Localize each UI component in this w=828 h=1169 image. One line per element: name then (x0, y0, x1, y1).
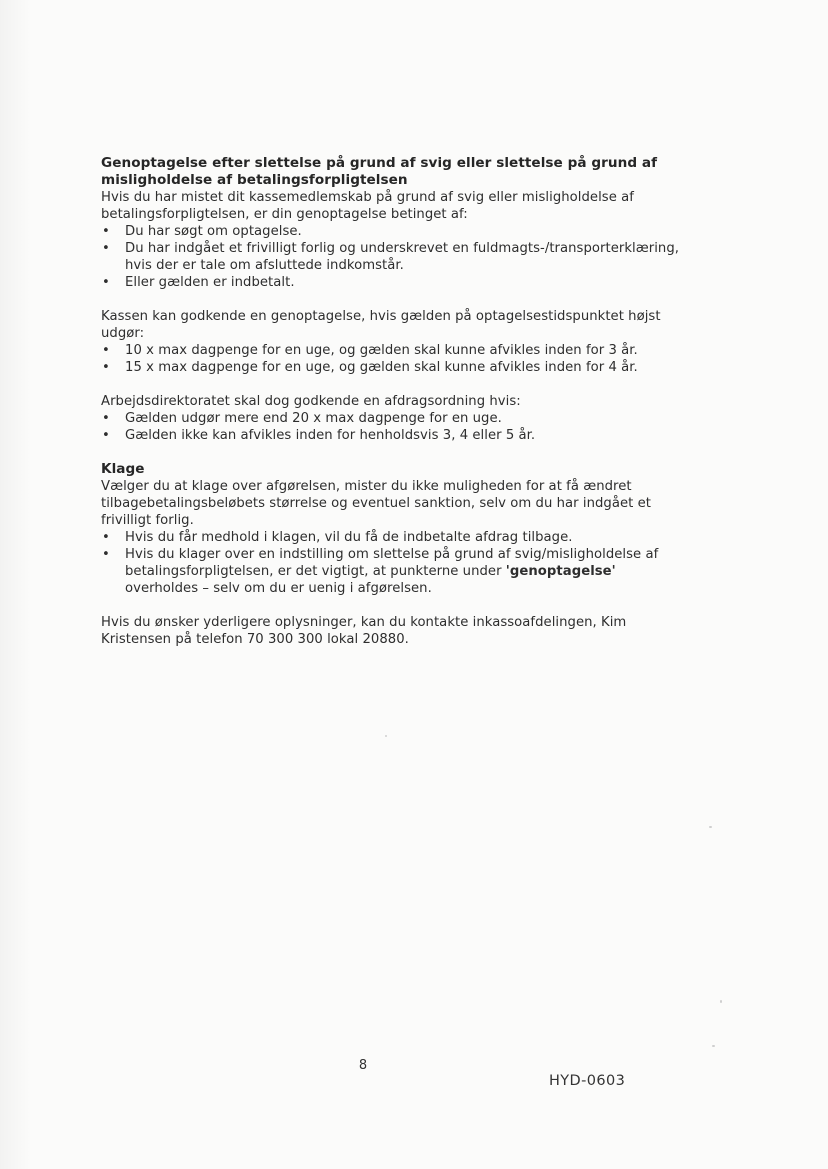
scan-speck (709, 826, 712, 828)
list-item (101, 223, 691, 240)
page-number: 8 (358, 1058, 368, 1073)
list-item-text: Eller gælden er indbetalt. (125, 275, 295, 290)
list-item-text: Gælden udgør mere end 20 x max dagpenge for en uge. (125, 411, 502, 426)
list-item (101, 427, 691, 444)
list-item-text: 15 x max dagpenge for en uge, og gælden skal kunne afvikles inden for 4 år. (125, 360, 638, 375)
bullet-icon: • (102, 428, 110, 443)
list-item-text: Du har indgået et frivilligt forlig og underskrevet en fuldmagts-/transporterklæring, hvis der er tale om afsluttede indkomstår. (125, 241, 680, 273)
list-item-text-after: overholdes – selv om du er uenig i afgørelsen. (125, 581, 432, 596)
section-intro-kassen: Kassen kan godkende en genoptagelse, hvis gælden på optagelsestidspunktet højst udgør: (101, 309, 661, 341)
section-intro-klage: Vælger du at klage over afgørelsen, mister du ikke muligheden for at få ændret tilbagebetalingsbeløbets størrelse og eventuel sanktion, selv om du har indgået et frivilligt forlig. (101, 479, 651, 528)
scan-edge-shadow (0, 0, 30, 1169)
list-item-text: Du har søgt om optagelse. (125, 224, 302, 239)
bullet-icon: • (102, 241, 110, 256)
bullet-icon: • (102, 224, 110, 239)
list-item (101, 410, 691, 427)
list-item (101, 342, 691, 359)
bullet-icon: • (102, 275, 110, 290)
scan-speck (712, 1045, 715, 1047)
list-item-text: 10 x max dagpenge for en uge, og gælden skal kunne afvikles inden for 3 år. (125, 343, 638, 358)
contact-paragraph: Hvis du ønsker yderligere oplysninger, kan du kontakte inkassoafdelingen, Kim Kristensen på telefon 70 300 300 lokal 20880. (101, 615, 627, 647)
document-code: HYD-0603 (549, 1073, 626, 1089)
list-item (101, 359, 691, 376)
list-item (101, 546, 691, 597)
scan-speck (385, 735, 387, 737)
section-heading-genoptagelse: Genoptagelse efter slettelse på grund af svig eller slettelse på grund af misligholdelse af betalingsforpligtelsen (101, 155, 658, 188)
bullet-list-genoptagelse-conditions (101, 223, 691, 291)
bullet-list-debt-limits (101, 342, 691, 376)
bullet-icon: • (102, 530, 110, 545)
list-item-text: Hvis du får medhold i klagen, vil du få de indbetalte afdrag tilbage. (125, 530, 573, 545)
list-item (101, 529, 691, 546)
list-item (101, 274, 691, 291)
section-intro-genoptagelse: Hvis du har mistet dit kassemedlemskab på grund af svig eller misligholdelse af betalingsforpligtelsen, er din genoptagelse betinget af: (101, 190, 634, 222)
scan-speck (720, 1000, 722, 1003)
list-item-text: Gælden ikke kan afvikles inden for henholdsvis 3, 4 eller 5 år. (125, 428, 536, 443)
list-item (101, 240, 691, 274)
section-heading-klage: Klage (101, 461, 145, 477)
bullet-icon: • (102, 343, 110, 358)
list-item-text-before: Hvis du klager over en indstilling om slettelse på grund af svig/misligholdelse af betalingsforpligtelsen, er det vigtigt, at punkterne under (125, 547, 659, 579)
bullet-list-klage (101, 529, 691, 597)
bullet-icon: • (102, 547, 110, 562)
emphasis-genoptagelse: 'genoptagelse' (505, 564, 616, 579)
bullet-icon: • (102, 411, 110, 426)
bullet-list-approval-conditions (101, 410, 691, 444)
section-intro-arbejdsdirektoratet: Arbejdsdirektoratet skal dog godkende en afdragsordning hvis: (101, 394, 521, 409)
bullet-icon: • (102, 360, 110, 375)
document-body (101, 155, 691, 648)
